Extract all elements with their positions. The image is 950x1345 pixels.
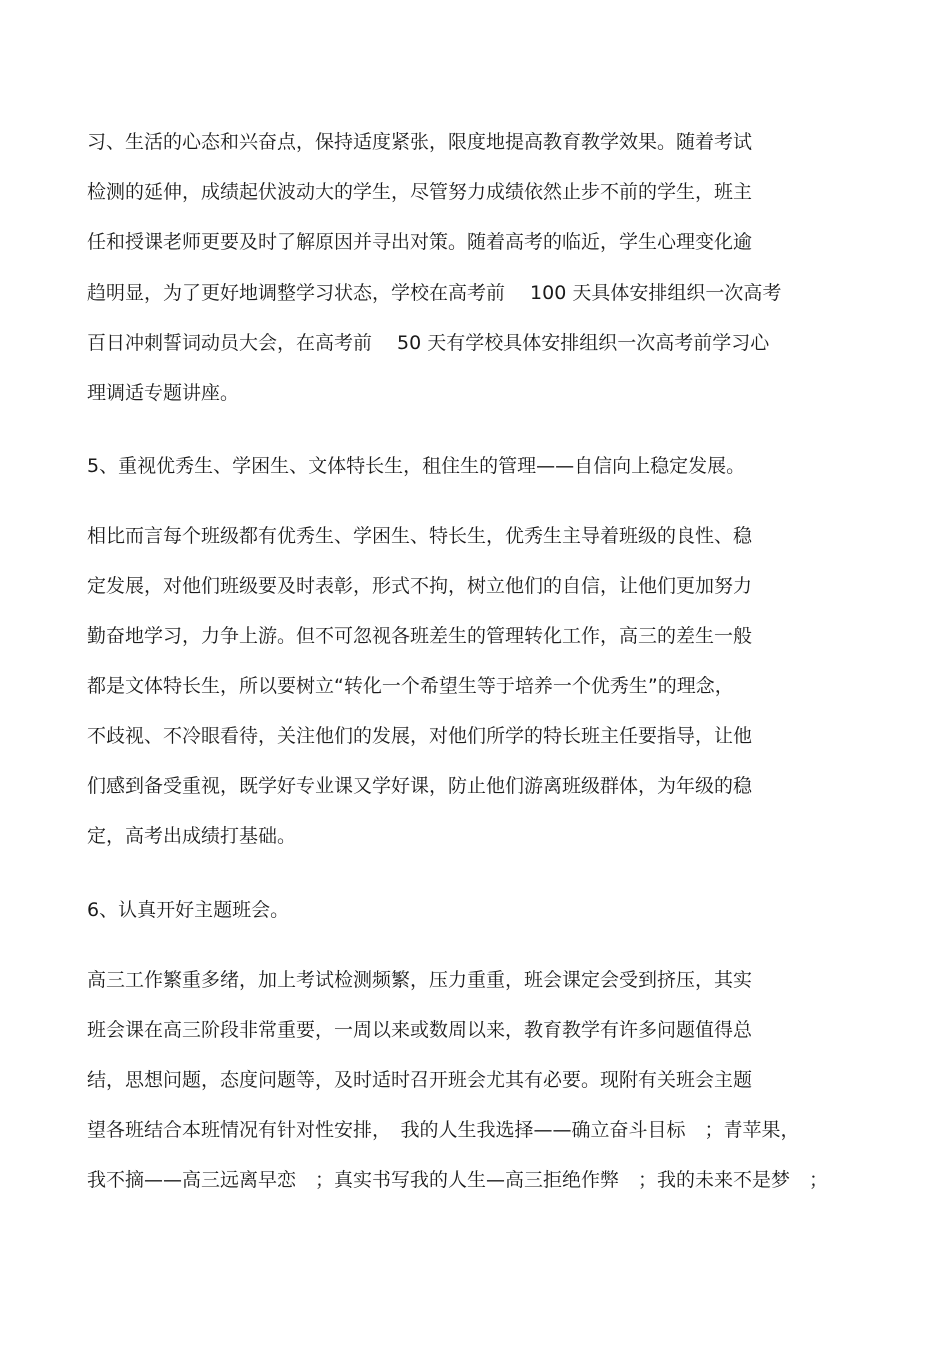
paragraph-1-line-6: 理调适专题讲座。 <box>87 382 240 404</box>
paragraph-2-line-5: 不歧视、不冷眼看待，关注他们的发展，对他们所学的特长班主任要指导，让他 <box>87 725 753 747</box>
paragraph-2-line-2: 定发展，对他们班级要及时表彰，形式不拘，树立他们的自信，让他们更加努力 <box>87 575 753 597</box>
paragraph-2-line-6: 们感到备受重视，既学好专业课又学好课，防止他们游离班级群体，为年级的稳 <box>87 775 753 797</box>
paragraph-3-line-4: 望各班结合本班情况有针对性安排， 我的人生我选择——确立奋斗目标 ；青苹果， <box>87 1119 800 1141</box>
paragraph-3-line-2: 班会课在高三阶段非常重要，一周以来或数周以来，教育教学有许多问题值得总 <box>87 1019 753 1041</box>
paragraph-3-line-3: 结，思想问题，态度问题等，及时适时召开班会尤其有必要。现附有关班会主题 <box>87 1069 753 1091</box>
paragraph-2-line-7: 定，高考出成绩打基础。 <box>87 825 297 847</box>
paragraph-3-line-5: 我不摘——高三远离早恋 ；真实书写我的人生—高三拒绝作弊 ；我的未来不是梦 ； <box>87 1169 829 1191</box>
section-heading-6: 6、认真开好主题班会。 <box>87 899 290 921</box>
paragraph-1-line-5: 百日冲刺誓词动员大会，在高考前 50 天有学校具体安排组织一次高考前学习心 <box>87 332 770 354</box>
section-heading-5: 5、重视优秀生、学困生、文体特长生，租住生的管理——自信向上稳定发展。 <box>87 455 746 477</box>
paragraph-2-line-4: 都是文体特长生，所以要树立“转化一个希望生等于培养一个优秀生”的理念， <box>87 675 734 697</box>
paragraph-1-line-4: 趋明显，为了更好地调整学习状态，学校在高考前 100 天具体安排组织一次高考 <box>87 282 782 304</box>
paragraph-3-line-1: 高三工作繁重多绪，加上考试检测频繁，压力重重，班会课定会受到挤压，其实 <box>87 969 753 991</box>
paragraph-2-line-3: 勤奋地学习，力争上游。但不可忽视各班差生的管理转化工作，高三的差生一般 <box>87 625 753 647</box>
paragraph-1-line-3: 任和授课老师更要及时了解原因并寻出对策。随着高考的临近，学生心理变化逾 <box>87 231 753 253</box>
paragraph-1-line-2: 检测的延伸，成绩起伏波动大的学生，尽管努力成绩依然止步不前的学生，班主 <box>87 181 753 203</box>
paragraph-1-line-1: 习、生活的心态和兴奋点，保持适度紧张，限度地提高教育教学效果。随着考试 <box>87 131 753 153</box>
paragraph-2-line-1: 相比而言每个班级都有优秀生、学困生、特长生，优秀生主导着班级的良性、稳 <box>87 525 753 547</box>
